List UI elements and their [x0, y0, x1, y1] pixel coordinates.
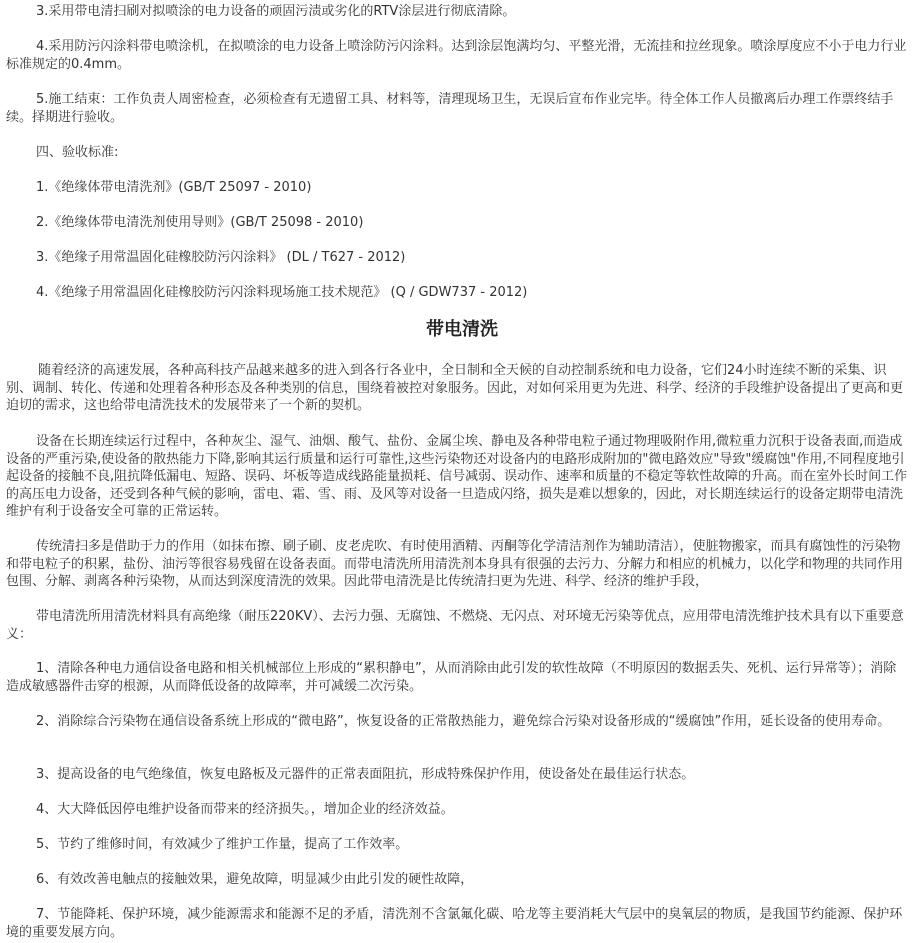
benefit-item-6: 6、有效改善电触点的接触效果，避免故障，明显减少由此引发的硬性故障，	[36, 872, 474, 887]
benefit-item-7: 7、节能降耗、保护环境，减少能源需求和能源不足的矛盾，清洗剂不含氯氟化碳、哈龙等主要消耗大气层中的臭氧层的物质，是我国节约能源、保护环境的重要发展方向。	[6, 907, 903, 940]
body-paragraph: 传统清扫多是借助于力的作用（如抹布擦、刷子刷、皮老虎吹、有时使用酒精、丙酮等化学清洁剂作为辅助清洁），使脏物搬家，而具有腐蚀性的污染物和带电粒子的积累，盐份、油污等很容易残留在设备表面。而带电清洗所用清洗剂本身具有很强的去污力、分解力和相应的机械力，以化学和物理的共同作用包围、分解、剥离各种污染物，从而达到深度清洗的效果。因此带电清洗是比传统清扫更为先进、科学、经济的维护手段，	[6, 539, 904, 589]
benefit-item-3: 3、提高设备的电气绝缘值，恢复电路板及元器件的正常表面阻抗，形成特殊保护作用，使设备处在最佳运行状态。	[36, 767, 695, 782]
paragraph-step-4: 4.采用防污闪涂料带电喷涂机，在拟喷涂的电力设备上喷涂防污闪涂料。达到涂层饱满均匀、平整光滑，无流挂和拉丝现象。喷涂厚度应不小于电力行业标准规定的0.4mm。	[6, 39, 907, 72]
benefit-item-2: 2、消除综合污染物在通信设备系统上形成的“微电路”，恢复设备的正常散热能力，避免综合污染对设备形成的“缓腐蚀”作用，延长设备的使用寿命。	[36, 714, 891, 729]
standard-item-4: 4.《绝缘子用常温固化硅橡胶防污闪涂料现场施工技术规范》 (Q / GDW737 - 2012)	[36, 285, 528, 300]
standard-item-2: 2.《绝缘体带电清洗剂使用导则》(GB/T 25098 - 2010)	[36, 215, 364, 230]
benefit-item-5: 5、节约了维修时间，有效减少了维护工作量，提高了工作效率。	[36, 837, 409, 852]
section-title: 带电清洗	[426, 319, 498, 340]
body-paragraph: 带电清洗所用清洗材料具有高绝缘（耐压220KV）、去污力强、无腐蚀、不燃烧、无闪点、对环境无污染等优点，应用带电清洗维护技术具有以下重要意义：	[6, 609, 904, 642]
paragraph-step-5: 5.施工结束：工作负责人周密检查，必须检查有无遗留工具、材料等，清理现场卫生，无误后宣布作业完毕。待全体工作人员撤离后办理工作票终结手续。择期进行验收。	[6, 92, 894, 125]
standard-item-3: 3.《绝缘子用常温固化硅橡胶防污闪涂料》 (DL / T627 - 2012)	[36, 250, 406, 265]
body-paragraph: 随着经济的高速发展，各种高科技产品越来越多的进入到各行各业中，全日制和全天候的自动控制系统和电力设备，它们24小时连续不断的采集、识别、调制、转化、传递和处理着各种形态及各种类别的信息，围绕着被控对象服务。因此，对如何采用更为先进、科学、经济的手段维护设备提出了更高和更迫切的需求，这也给带电清洗技术的发展带来了一个新的契机。	[6, 363, 904, 413]
acceptance-heading: 四、验收标准:	[36, 145, 119, 160]
paragraph-step-3: 3.采用带电清扫刷对拟喷涂的电力设备的顽固污渍或劣化的RTV涂层进行彻底清除。	[36, 4, 516, 19]
standard-item-1: 1.《绝缘体带电清洗剂》(GB/T 25097 - 2010)	[36, 180, 312, 195]
benefit-item-4: 4、大大降低因停电维护设备而带来的经济损失。，增加企业的经济效益。	[36, 802, 454, 817]
body-paragraph: 设备在长期连续运行过程中，各种灰尘、湿气、油烟、酸气、盐份、金属尘埃、静电及各种带电粒子通过物理吸附作用,微粒重力沉积于设备表面,而造成设备的严重污染,使设备的散热能力下降,影响其运行质量和运行可靠性,这些污染物还对设备内的电路形成附加的"微电路效应"导致"缓腐蚀"作用,不同程度地引起设备的接触不良,阻抗降低漏电、短路、误码、坏板等造成线路能量损耗、信号减弱、误动作、速率和质量的不稳定等软性故障的升高。而在室外长时间工作的高压电力设备，还受到各种气候的影响，雷电、霜、雪、雨、及风等对设备一旦造成闪络，损失是难以想象的，因此，对长期连续运行的设备定期带电清洗维护有利于设备安全可靠的正常运转。	[6, 434, 908, 519]
benefit-item-1: 1、清除各种电力通信设备电路和相关机械部位上形成的“累积静电”，从而消除由此引发的软性故障（不明原因的数据丢失、死机、运行异常等）；消除造成敏感器件击穿的根源，从而降低设备的故障率，并可减缓二次污染。	[6, 661, 897, 694]
